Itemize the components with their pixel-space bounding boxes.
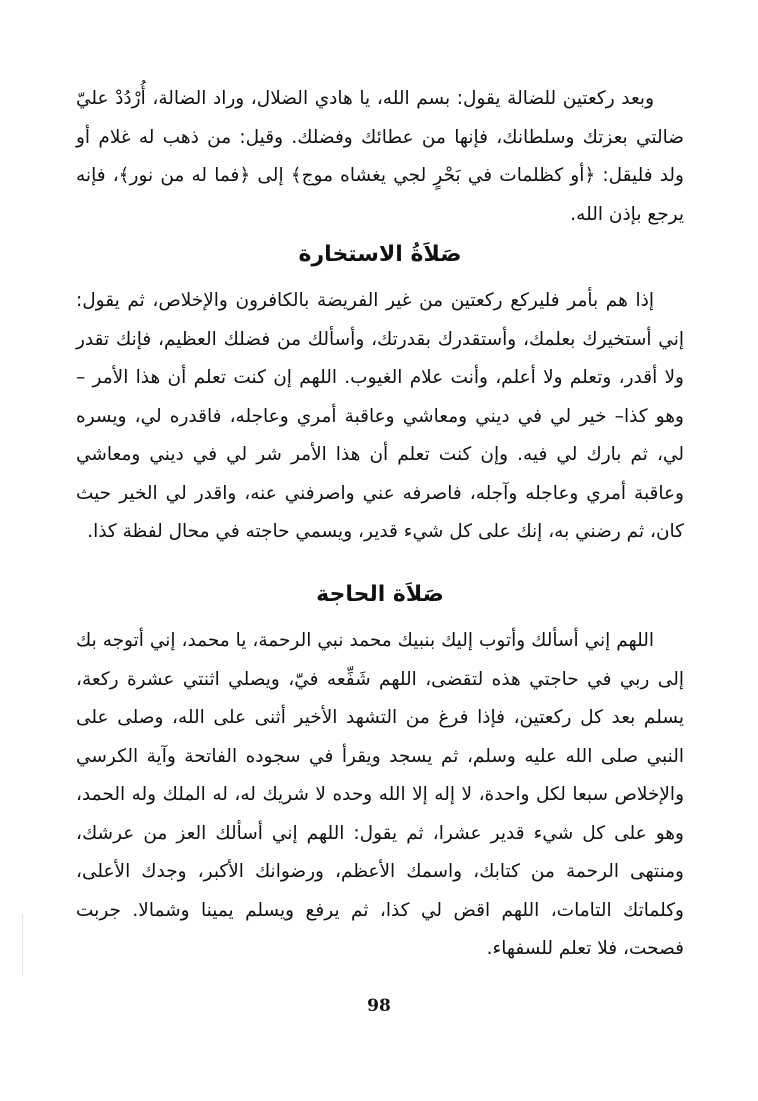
section-haja (76, 622, 684, 969)
margin-scan-mark (22, 915, 24, 975)
heading-haja: صَلاَة الحاجة (316, 582, 444, 607)
page-number: 98 (367, 996, 391, 1016)
heading-istikhara: صَلاَةُ الاستخارة (298, 242, 462, 267)
paragraph-lost-item-prayer: وبعد ركعتين للضالة يقول: بسم الله، يا هادي الضلال، وراد الضالة، أُرْدُدْ عليّ ضالتي بعزتك وسلطانك، فإنها من عطائك وفضلك. وقيل: من ذهب له غلام أو ولد فليقل: ﴿أو كظلمات في بَحْرٍ لجي يغشاه موج﴾ إلى ﴿فما له من نور﴾، فإنه يرجع بإذن الله. (76, 88, 684, 225)
section-lost-item (76, 80, 684, 234)
paragraph-istikhara-prayer: إذا هم بأمر فليركع ركعتين من غير الفريضة بالكافرون والإخلاص، ثم يقول: إني أستخيرك بعلمك، وأستقدرك بقدرتك، وأسألك من فضلك العظيم، فإنك تقدر ولا أقدر، وتعلم ولا أعلم، وأنت علام الغيوب. اللهم إن كنت تعلم أن هذا الأمر –وهو كذا– خير لي في ديني ومعاشي وعاقبة أمري وعاجله، فاقدره لي، ويسره لي، ثم بارك لي فيه. وإن كنت تعلم أن هذا الأمر شر لي في ديني ومعاشي وعاقبة أمري وعاجله وآجله، فاصرفه عني واصرفني عنه، واقدر لي الخير حيث كان، ثم رضني به، إنك على كل شيء قدير، ويسمي حاجته في محال لفظة كذا. (76, 290, 684, 542)
section-istikhara (76, 282, 684, 552)
paragraph-haja-prayer: اللهم إني أسألك وأتوب إليك بنبيك محمد نبي الرحمة، يا محمد، إني أتوجه بك إلى ربي في حاجتي هذه لتقضى، اللهم شَفِّعه فيّ، ويصلي اثنتي عشرة ركعة، يسلم بعد كل ركعتين، فإذا فرغ من التشهد الأخير أثنى على الله، وصلى على النبي صلى الله عليه وسلم، ثم يسجد ويقرأ في سجوده الفاتحة وآية الكرسي والإخلاص سبعا لكل واحدة، لا إله إلا الله وحده لا شريك له، له الملك وله الحمد، وهو على كل شيء قدير عشرا، ثم يقول: اللهم إني أسألك العز من عرشك، ومنتهى الرحمة من كتابك، واسمك الأعظم، ورضوانك الأكبر، وجدك الأعلى، وكلماتك التامات، اللهم اقض لي كذا، ثم يرفع ويسلم يمينا وشمالا. جربت فصحت، فلا تعلم للسفهاء. (76, 630, 684, 959)
